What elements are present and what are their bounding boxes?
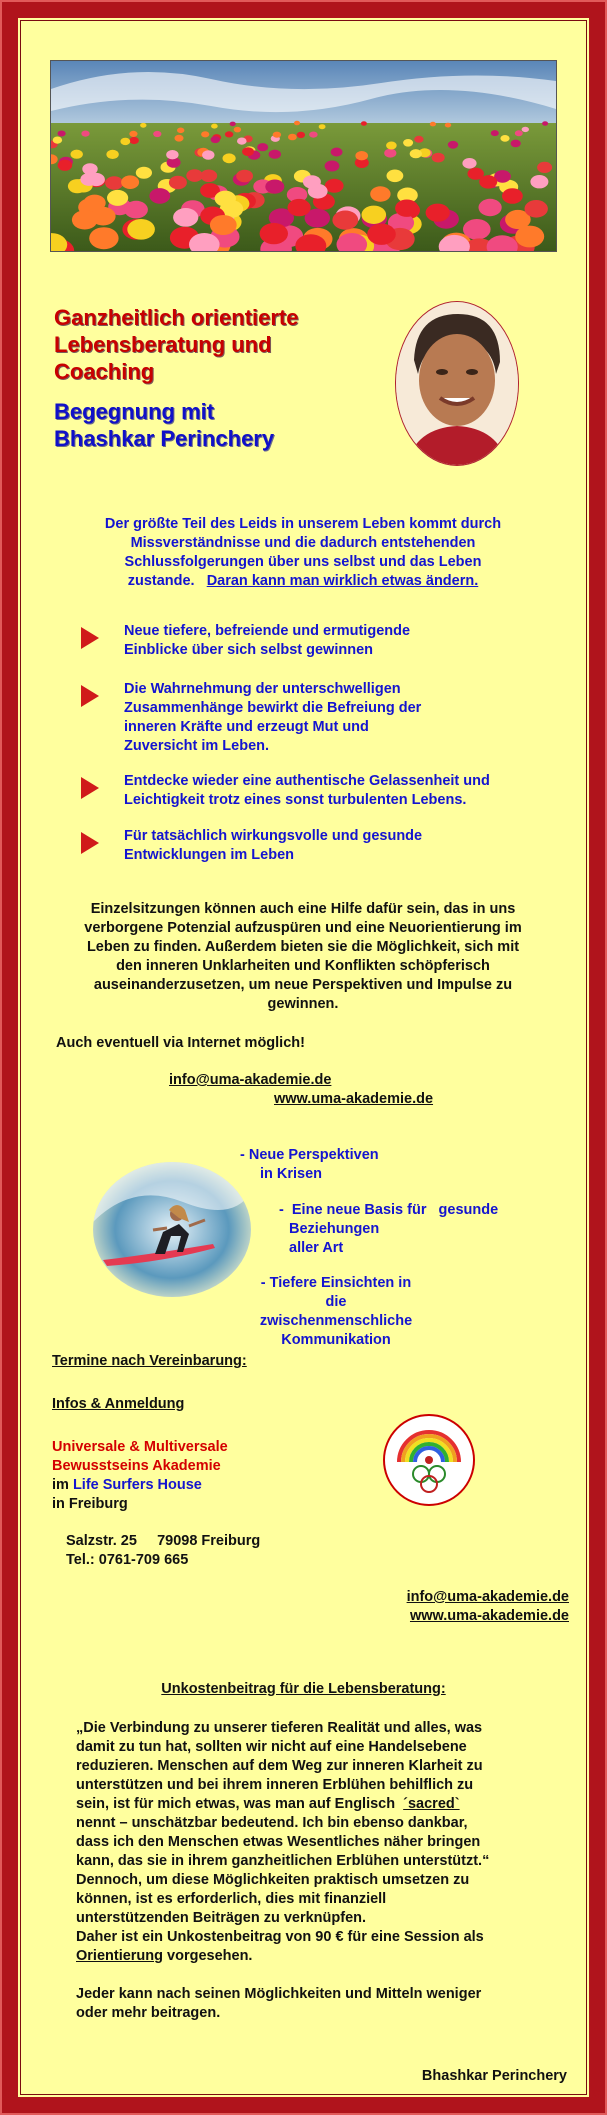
tulip-blossom [211,136,220,143]
tulip-blossom [432,153,445,163]
tulip-blossom [200,170,217,183]
tulip-blossom [223,153,236,163]
tulip-blossom [522,127,529,132]
tulip-blossom [384,149,396,158]
bullet-2-line-1: Die Wahrnehmung der unterschwelligen [124,681,401,697]
email-link-1[interactable]: info@uma-akademie.de [169,1072,332,1088]
bullet-2 [124,680,421,756]
life-surfers-house: Life Surfers House [72,1477,202,1493]
quote-line-13 [76,1947,556,1966]
bullet-2-line-2: Zusammenhänge bewirkt die Befreiung der [124,700,422,716]
arrow-bullet-icon [81,832,99,854]
tulip-blossom [387,170,404,183]
tulip-blossom [72,210,98,229]
quote-line-12: Daher ist ein Unkostenbeitrag von 90 € für eine Session als [76,1929,484,1945]
tulip-blossom [530,175,548,188]
sessions-line-6: gewinnen. [267,996,339,1012]
bullet-4-line-2: Entwicklungen im Leben [124,847,294,863]
quote-line-5-prefix: sein, ist für mich etwas, was man auf Englisch [76,1796,404,1812]
perspective-3-line-3: Kommunikation [281,1332,391,1348]
orientation-suffix: vorgesehen. [163,1948,253,1964]
tulip-blossom [136,167,152,179]
academy-block [52,1438,228,1514]
quote-line-3: reduzieren. Menschen auf dem Weg zur inneren Klarheit zu [76,1758,483,1774]
tulip-blossom [426,204,450,222]
tulip-blossom [331,148,343,157]
tulip-blossom [361,121,367,126]
tulip-blossom [257,143,268,151]
surfer-image [93,1162,251,1297]
tulip-blossom [288,199,311,216]
sessions-line-1: Einzelsitzungen können auch eine Hilfe dafür sein, das in uns [90,901,516,917]
intro-last-prefix: zustande. [127,573,207,589]
tulip-blossom [107,190,128,206]
academy-city: in Freiburg [52,1496,128,1512]
tulip-blossom [120,138,130,145]
title-blue-line-1: Begegnung mit [54,399,215,424]
tulip-blossom [80,173,97,186]
intro-paragraph [48,515,558,591]
tulip-blossom [53,137,62,144]
address: Salzstr. 25 79098 Freiburg [66,1533,261,1549]
internet-note: Auch eventuell via Internet möglich! [56,1035,305,1051]
bullet-4-line-1: Für tatsächlich wirkungsvolle und gesunde [124,828,423,844]
tulip-blossom [124,201,148,219]
sacred-word: ´sacred` [403,1796,460,1812]
tulip-blossom [166,150,178,159]
tulip-blossom [127,219,155,240]
signature: Bhashkar Perinchery [421,2068,567,2084]
academy-house-line [52,1476,228,1495]
tulip-blossom [468,168,484,180]
perspective-1 [240,1146,379,1184]
perspective-2 [279,1201,498,1258]
perspective-2-line-1: - Eine neue Basis für gesunde [279,1202,499,1218]
academy-line-1: Universale & Multiversale [52,1439,228,1455]
tulip-blossom [410,149,422,158]
portrait-bhashkar [395,301,519,466]
tulip-blossom [309,132,317,138]
bullet-1-line-1: Neue tiefere, befreiende und ermutigende [124,623,411,639]
sessions-line-5: auseinanderzusetzen, um neue Perspektiven und Impulse zu [93,977,513,993]
tulip-blossom [297,132,305,138]
sessions-line-2: verborgene Potenzial aufzuspüren und eine Neuorientierung im [84,920,522,936]
tulip-blossom [230,122,236,127]
title-blue-line-2: Bhashkar Perinchery [54,426,275,451]
tulip-blossom [242,147,254,156]
perspective-1-line-2: in Krisen [260,1166,323,1182]
tulip-blossom [332,211,358,230]
quote-line-11: unterstützenden Beiträgen zu verknüpfen. [76,1910,367,1926]
bullet-2-line-3: inneren Kräfte und erzeugt Mut und [124,719,369,735]
tulip-blossom [149,188,170,204]
tulip-blossom [367,224,396,245]
academy-line-2: Bewusstseins Akademie [52,1458,221,1474]
intro-change-link[interactable]: Daran kann man wirklich etwas ändern. [206,573,479,589]
perspective-1-line-1: - Neue Perspektiven [240,1147,379,1163]
tulip-blossom [500,135,509,142]
sessions-line-4: den inneren Unklarheiten und Konflikten schöpferisch [116,958,490,974]
cost-heading: Unkostenbeitrag für die Lebensberatung: [161,1681,446,1697]
tulip-blossom [288,134,297,141]
tulip-blossom [215,191,236,207]
tulip-blossom [511,140,521,148]
tulip-blossom [448,141,458,149]
tulip-blossom [58,160,73,171]
tulip-blossom [395,200,418,217]
tulip-blossom [140,123,146,128]
perspective-3-line-1: - Tiefere Einsichten in [260,1275,412,1291]
tulip-blossom [169,176,187,190]
quote-line-2: damit zu tun hat, sollten wir nicht auf eine Handelsebene [76,1739,467,1755]
tulip-blossom [370,186,390,201]
arrow-bullet-icon [81,777,99,799]
tulip-blossom [325,179,344,193]
tulip-blossom [386,142,397,150]
title-red-line-3: Coaching [54,359,155,384]
academy-im: im [52,1477,73,1493]
closing-line-1: Jeder kann nach seinen Möglichkeiten und Mitteln weniger [76,1986,482,2002]
tulip-blossom [479,199,502,216]
arrow-bullet-icon [81,685,99,707]
intro-line-1: Der größte Teil des Leids in unserem Leben kommt durch [104,516,502,532]
quote-line-10: können, ist es erforderlich, dies mit finanziell [76,1891,387,1907]
tulip-blossom [225,131,233,137]
tulip-blossom [414,136,423,143]
tulip-blossom [502,188,523,204]
bullet-1 [124,622,410,660]
tulip-blossom [355,151,368,160]
tulip-field-banner [50,60,557,252]
tulip-blossom [269,150,281,159]
tulip-blossom [294,121,300,126]
tulip-blossom [201,131,209,137]
bullet-2-line-4: Zuversicht im Leben. [124,738,270,754]
tulip-blossom [105,176,123,190]
quote-line-7: dass ich den Menschen etwas Wesentliches näher bringen [76,1834,481,1850]
tulip-blossom [202,150,214,159]
title-block [54,304,299,452]
bullet-1-line-2: Einblicke über sich selbst gewinnen [124,642,373,658]
tulip-blossom [537,162,552,173]
quote-line-5 [76,1795,556,1814]
tulip-blossom [121,175,139,189]
tulip-blossom [58,131,66,137]
intro-line-4 [48,572,558,591]
tulip-blossom [542,121,548,126]
tulip-blossom [273,132,281,138]
tulip-blossom [81,131,89,137]
bullet-3-line-1: Entdecke wieder eine authentische Gelassenheit und [124,773,490,789]
tulip-blossom [303,175,321,188]
tulip-blossom [175,135,184,142]
tulip-blossom [177,128,184,134]
perspective-3 [254,1274,418,1350]
sessions-paragraph [40,900,566,1014]
tulip-blossom [265,180,284,194]
tulip-blossom [106,150,118,159]
tulip-blossom [71,150,83,159]
sessions-line-3: Leben zu finden. Außerdem bieten sie die Möglichkeit, sich mit [86,939,520,955]
perspective-3-line-2: die zwischenmenschliche [259,1294,413,1329]
orientation-word: Orientierung [76,1948,164,1964]
cost-quote [76,1719,556,2023]
tulip-blossom [210,215,237,235]
bullet-3-line-2: Leichtigkeit trotz eines sonst turbulenten Lebens. [124,792,467,808]
tulip-blossom [319,124,326,129]
quote-line-9: Dennoch, um diese Möglichkeiten praktisch umsetzen zu [76,1872,470,1888]
tulip-blossom [445,123,451,128]
quote-line-1: „Die Verbindung zu unserer tieferen Realität und alles, was [76,1720,483,1736]
tulip-blossom [211,124,218,129]
tulip-blossom [525,200,548,218]
title-red-line-2: Lebensberatung und [54,332,272,357]
intro-line-3: Schlussfolgerungen über uns selbst und das Leben [124,554,482,570]
tulip-blossom [362,206,387,224]
tulip-blossom [403,139,413,147]
email-link-2[interactable]: info@uma-akademie.de [406,1589,569,1605]
website-link-2[interactable]: www.uma-akademie.de [409,1608,569,1624]
tulip-blossom [515,130,523,136]
tulip-blossom [234,127,241,133]
telephone: Tel.: 0761-709 665 [66,1552,189,1568]
tulip-blossom [89,227,118,249]
closing-line-2: oder mehr beitragen. [76,2005,221,2021]
tulip-blossom [462,158,476,169]
bullet-4 [124,827,422,865]
tulip-blossom [237,138,247,145]
academy-logo [383,1414,475,1506]
perspective-2-line-3: aller Art [289,1240,344,1256]
appointment-heading: Termine nach Vereinbarung: [52,1353,247,1369]
tulip-blossom [153,131,161,137]
tulip-blossom [129,137,139,144]
website-link-1[interactable]: www.uma-akademie.de [274,1091,434,1107]
tulip-blossom [430,122,436,127]
intro-line-2: Missverständnisse und die dadurch entstehenden [130,535,476,551]
quote-line-4: unterstützen und bei ihrem inneren Erblühen behilflich zu [76,1777,474,1793]
bullet-3 [124,772,490,810]
info-heading: Infos & Anmeldung [52,1396,185,1412]
title-red-line-1: Ganzheitlich orientierte [54,305,299,330]
tulip-blossom [260,223,288,244]
perspective-2-line-2: Beziehungen [289,1221,380,1237]
tulip-blossom [236,170,253,183]
arrow-bullet-icon [81,627,99,649]
quote-line-8: kann, das sie in ihrem ganzheitlichen Erblühen unterstützt.“ [76,1853,490,1869]
tulip-blossom [129,131,137,137]
tulip-blossom [173,208,198,227]
quote-line-6: nennt – unschätzbar bedeutend. Ich bin ebenso dankbar, [76,1815,468,1831]
tulip-blossom [491,130,499,136]
tulip-blossom [325,161,340,172]
